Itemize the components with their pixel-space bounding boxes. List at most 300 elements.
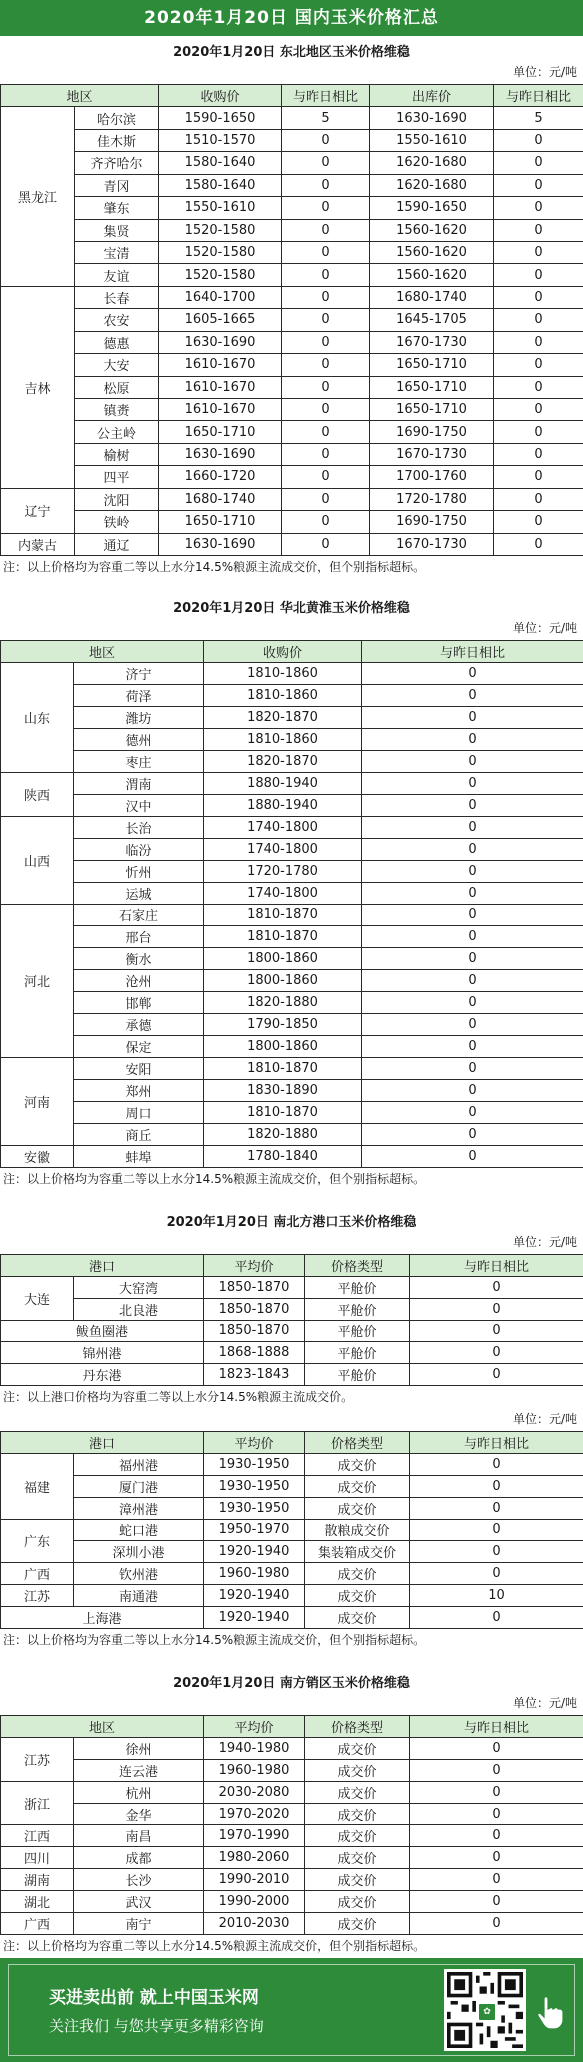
purchase-price-cell: 1810-1860 <box>204 685 362 707</box>
average-price-cell: 1920-1940 <box>204 1607 305 1629</box>
purchase-price-cell: 1820-1870 <box>204 751 362 773</box>
city-cell: 青冈 <box>75 175 159 197</box>
purchase-price-cell: 1630-1690 <box>159 534 282 556</box>
outbound-change-cell: 0 <box>494 444 583 466</box>
outbound-change-cell: 0 <box>494 130 583 152</box>
outbound-change-cell: 0 <box>494 264 583 286</box>
city-cell: 四平 <box>75 466 159 488</box>
price-type-cell: 成交价 <box>305 1869 410 1891</box>
average-price-cell: 1850-1870 <box>204 1321 305 1343</box>
outbound-change-cell: 0 <box>494 511 583 533</box>
purchase-change-cell: 5 <box>282 107 370 129</box>
outbound-change-cell: 5 <box>494 107 583 129</box>
change-cell: 0 <box>410 1454 583 1476</box>
city-cell: 临汾 <box>74 839 204 861</box>
city-cell: 沧州 <box>74 970 204 992</box>
northeast-unit: 单位：元/吨 <box>512 65 577 79</box>
purchase-price-cell: 1820-1870 <box>204 707 362 729</box>
purchase-change-cell: 0 <box>282 421 370 443</box>
purchase-change-cell: 0 <box>282 287 370 309</box>
column-header: 价格类型 <box>305 1432 410 1454</box>
city-cell: 杭州 <box>74 1782 204 1804</box>
average-price-cell: 1960-1980 <box>204 1760 305 1782</box>
province-cell: 河南 <box>1 1058 74 1146</box>
outbound-price-cell: 1590-1650 <box>370 197 494 219</box>
city-cell: 汉中 <box>74 795 204 817</box>
change-cell: 0 <box>362 707 583 729</box>
column-header: 与昨日相比 <box>282 85 370 107</box>
outbound-price-cell: 1720-1780 <box>370 489 494 511</box>
price-type-cell: 成交价 <box>305 1804 410 1826</box>
column-header: 价格类型 <box>305 1255 410 1277</box>
price-type-cell: 成交价 <box>305 1738 410 1760</box>
city-cell: 蚌埠 <box>74 1146 204 1168</box>
province-cell: 江苏 <box>1 1738 74 1782</box>
city-cell: 友谊 <box>75 264 159 286</box>
purchase-price-cell: 1740-1800 <box>204 883 362 905</box>
port-cell: 深圳小港 <box>74 1541 204 1563</box>
city-cell: 南宁 <box>74 1913 204 1935</box>
outbound-price-cell: 1670-1730 <box>370 332 494 354</box>
purchase-price-cell: 1740-1800 <box>204 839 362 861</box>
province-cell: 广西 <box>1 1913 74 1935</box>
purchase-change-cell: 0 <box>282 534 370 556</box>
change-cell: 0 <box>362 970 583 992</box>
north-ports-note: 注：以上港口价格均为容重二等以上水分14.5%粮源主流成交价。 <box>3 1390 354 1404</box>
purchase-price-cell: 1610-1670 <box>159 399 282 421</box>
column-header: 价格类型 <box>305 1716 410 1738</box>
average-price-cell: 1990-2000 <box>204 1891 305 1913</box>
purchase-price-cell: 1630-1690 <box>159 332 282 354</box>
city-cell: 大安 <box>75 354 159 376</box>
average-price-cell: 1970-2020 <box>204 1804 305 1826</box>
city-cell: 运城 <box>74 883 204 905</box>
change-cell: 0 <box>410 1825 583 1847</box>
average-price-cell: 2010-2030 <box>204 1913 305 1935</box>
change-cell: 0 <box>410 1476 583 1498</box>
northeast-section-title: 2020年1月20日 东北地区玉米价格维稳 <box>173 45 410 60</box>
price-type-cell: 成交价 <box>305 1585 410 1607</box>
south-sales-price-table <box>0 1715 583 1935</box>
purchase-price-cell: 1810-1860 <box>204 663 362 685</box>
change-cell: 0 <box>362 1102 583 1124</box>
column-header: 港口 <box>1 1432 204 1454</box>
outbound-change-cell: 0 <box>494 197 583 219</box>
outbound-change-cell: 0 <box>494 534 583 556</box>
change-cell: 0 <box>362 1124 583 1146</box>
average-price-cell: 1950-1970 <box>204 1520 305 1542</box>
city-cell: 济宁 <box>74 663 204 685</box>
purchase-price-cell: 1610-1670 <box>159 377 282 399</box>
purchase-change-cell: 0 <box>282 466 370 488</box>
province-cell: 黑龙江 <box>1 107 75 286</box>
change-cell: 0 <box>362 839 583 861</box>
outbound-price-cell: 1560-1620 <box>370 264 494 286</box>
outbound-price-cell: 1650-1710 <box>370 377 494 399</box>
change-cell: 0 <box>362 1080 583 1102</box>
purchase-change-cell: 0 <box>282 511 370 533</box>
average-price-cell: 1990-2010 <box>204 1869 305 1891</box>
province-cell: 广东 <box>1 1520 74 1564</box>
city-cell: 德州 <box>74 729 204 751</box>
port-cell: 北良港 <box>74 1299 204 1321</box>
average-price-cell: 1980-2060 <box>204 1847 305 1869</box>
purchase-price-cell: 1520-1580 <box>159 220 282 242</box>
change-cell: 0 <box>362 992 583 1014</box>
purchase-price-cell: 1520-1580 <box>159 242 282 264</box>
purchase-price-cell: 1830-1890 <box>204 1080 362 1102</box>
port-cell: 丹东港 <box>1 1364 204 1386</box>
outbound-price-cell: 1630-1690 <box>370 107 494 129</box>
change-cell: 0 <box>362 773 583 795</box>
price-type-cell: 成交价 <box>305 1891 410 1913</box>
price-type-cell: 成交价 <box>305 1782 410 1804</box>
average-price-cell: 1970-1990 <box>204 1825 305 1847</box>
city-cell: 铁岭 <box>75 511 159 533</box>
outbound-price-cell: 1620-1680 <box>370 152 494 174</box>
city-cell: 德惠 <box>75 332 159 354</box>
outbound-change-cell: 0 <box>494 287 583 309</box>
purchase-change-cell: 0 <box>282 489 370 511</box>
outbound-price-cell: 1700-1760 <box>370 466 494 488</box>
city-cell: 沈阳 <box>75 489 159 511</box>
column-header: 地区 <box>1 641 204 663</box>
average-price-cell: 1850-1870 <box>204 1277 305 1299</box>
outbound-change-cell: 0 <box>494 399 583 421</box>
purchase-price-cell: 1720-1780 <box>204 861 362 883</box>
purchase-price-cell: 1880-1940 <box>204 773 362 795</box>
city-cell: 承德 <box>74 1014 204 1036</box>
province-cell: 江西 <box>1 1825 74 1847</box>
change-cell: 0 <box>362 861 583 883</box>
purchase-change-cell: 0 <box>282 377 370 399</box>
city-cell: 武汉 <box>74 1891 204 1913</box>
province-cell: 山东 <box>1 663 74 773</box>
purchase-price-cell: 1820-1880 <box>204 992 362 1014</box>
city-cell: 衡水 <box>74 948 204 970</box>
south-ports-note: 注：以上价格均为容重二等以上水分14.5%粮源主流成交价，但个别指标超标。 <box>3 1633 426 1647</box>
outbound-change-cell: 0 <box>494 332 583 354</box>
purchase-price-cell: 1580-1640 <box>159 152 282 174</box>
outbound-price-cell: 1550-1610 <box>370 130 494 152</box>
city-cell: 肇东 <box>75 197 159 219</box>
outbound-price-cell: 1620-1680 <box>370 175 494 197</box>
change-cell: 0 <box>362 1058 583 1080</box>
city-cell: 渭南 <box>74 773 204 795</box>
pointing-hand-icon <box>534 1995 564 2031</box>
city-cell: 郑州 <box>74 1080 204 1102</box>
change-cell: 0 <box>410 1364 583 1386</box>
purchase-price-cell: 1790-1850 <box>204 1014 362 1036</box>
north-china-unit: 单位：元/吨 <box>512 621 577 635</box>
purchase-price-cell: 1640-1700 <box>159 287 282 309</box>
province-cell: 福建 <box>1 1454 74 1520</box>
change-cell: 0 <box>362 926 583 948</box>
purchase-price-cell: 1810-1870 <box>204 905 362 927</box>
outbound-price-cell: 1690-1750 <box>370 421 494 443</box>
purchase-price-cell: 1810-1860 <box>204 729 362 751</box>
average-price-cell: 1920-1940 <box>204 1541 305 1563</box>
city-cell: 长春 <box>75 287 159 309</box>
port-cell: 鲅鱼圈港 <box>1 1321 204 1343</box>
city-cell: 周口 <box>74 1102 204 1124</box>
change-cell: 0 <box>362 751 583 773</box>
outbound-price-cell: 1650-1710 <box>370 354 494 376</box>
change-cell: 0 <box>362 1146 583 1168</box>
column-header: 平均价 <box>204 1716 305 1738</box>
south-ports-price-table <box>0 1431 583 1629</box>
port-cell: 钦州港 <box>74 1563 204 1585</box>
city-cell: 集贤 <box>75 220 159 242</box>
price-type-cell: 成交价 <box>305 1760 410 1782</box>
purchase-price-cell: 1660-1720 <box>159 466 282 488</box>
city-cell: 枣庄 <box>74 751 204 773</box>
north-ports-price-table <box>0 1254 583 1386</box>
change-cell: 0 <box>362 883 583 905</box>
city-cell: 南昌 <box>74 1825 204 1847</box>
purchase-change-cell: 0 <box>282 242 370 264</box>
city-cell: 金华 <box>74 1804 204 1826</box>
purchase-price-cell: 1650-1710 <box>159 511 282 533</box>
province-cell: 陕西 <box>1 773 74 817</box>
purchase-price-cell: 1800-1860 <box>204 948 362 970</box>
city-cell: 榆树 <box>75 444 159 466</box>
province-cell: 吉林 <box>1 287 75 489</box>
average-price-cell: 1930-1950 <box>204 1476 305 1498</box>
port-cell: 上海港 <box>1 1607 204 1629</box>
change-cell: 0 <box>410 1847 583 1869</box>
change-cell: 0 <box>362 1014 583 1036</box>
province-cell: 安徽 <box>1 1146 74 1168</box>
city-cell: 哈尔滨 <box>75 107 159 129</box>
outbound-change-cell: 0 <box>494 152 583 174</box>
purchase-price-cell: 1510-1570 <box>159 130 282 152</box>
purchase-price-cell: 1680-1740 <box>159 489 282 511</box>
purchase-price-cell: 1800-1860 <box>204 970 362 992</box>
port-cell: 锦州港 <box>1 1342 204 1364</box>
outbound-price-cell: 1560-1620 <box>370 242 494 264</box>
city-cell: 邢台 <box>74 926 204 948</box>
column-header: 平均价 <box>204 1255 305 1277</box>
city-cell: 徐州 <box>74 1738 204 1760</box>
price-type-cell: 成交价 <box>305 1847 410 1869</box>
price-type-cell: 成交价 <box>305 1476 410 1498</box>
change-cell: 0 <box>362 685 583 707</box>
column-header: 与昨日相比 <box>362 641 583 663</box>
north-china-section-title: 2020年1月20日 华北黄淮玉米价格维稳 <box>173 601 410 616</box>
city-cell: 镇赉 <box>75 399 159 421</box>
column-header: 地区 <box>1 85 159 107</box>
outbound-change-cell: 0 <box>494 489 583 511</box>
purchase-price-cell: 1630-1690 <box>159 444 282 466</box>
south-sales-section-title: 2020年1月20日 南方销区玉米价格维稳 <box>173 1676 410 1691</box>
purchase-price-cell: 1650-1710 <box>159 421 282 443</box>
purchase-price-cell: 1610-1670 <box>159 354 282 376</box>
purchase-price-cell: 1580-1640 <box>159 175 282 197</box>
city-cell: 长沙 <box>74 1869 204 1891</box>
outbound-price-cell: 1650-1710 <box>370 399 494 421</box>
purchase-price-cell: 1880-1940 <box>204 795 362 817</box>
outbound-change-cell: 0 <box>494 421 583 443</box>
port-cell: 厦门港 <box>74 1476 204 1498</box>
purchase-change-cell: 0 <box>282 332 370 354</box>
change-cell: 0 <box>410 1563 583 1585</box>
change-cell: 0 <box>362 905 583 927</box>
outbound-change-cell: 0 <box>494 175 583 197</box>
price-type-cell: 平舱价 <box>305 1321 410 1343</box>
column-header: 收购价 <box>159 85 282 107</box>
city-cell: 通辽 <box>75 534 159 556</box>
column-header: 与昨日相比 <box>410 1432 583 1454</box>
city-cell: 潍坊 <box>74 707 204 729</box>
column-header: 收购价 <box>204 641 362 663</box>
change-cell: 0 <box>410 1299 583 1321</box>
city-cell: 安阳 <box>74 1058 204 1080</box>
change-cell: 0 <box>410 1321 583 1343</box>
south-sales-note: 注：以上价格均为容重二等以上水分14.5%粮源主流成交价，但个别指标超标。 <box>3 1939 426 1953</box>
purchase-price-cell: 1780-1840 <box>204 1146 362 1168</box>
northeast-note: 注：以上价格均为容重二等以上水分14.5%粮源主流成交价，但个别指标超标。 <box>3 560 426 574</box>
price-type-cell: 散粮成交价 <box>305 1520 410 1542</box>
province-cell: 内蒙古 <box>1 534 75 556</box>
column-header: 与昨日相比 <box>494 85 583 107</box>
outbound-change-cell: 0 <box>494 354 583 376</box>
purchase-price-cell: 1520-1580 <box>159 264 282 286</box>
region-cell: 大连 <box>1 1277 74 1321</box>
price-type-cell: 成交价 <box>305 1454 410 1476</box>
city-cell: 齐齐哈尔 <box>75 152 159 174</box>
outbound-change-cell: 0 <box>494 309 583 331</box>
north-china-price-table <box>0 640 583 1168</box>
outbound-change-cell: 0 <box>494 242 583 264</box>
change-cell: 0 <box>410 1277 583 1299</box>
change-cell: 0 <box>410 1607 583 1629</box>
change-cell: 0 <box>362 817 583 839</box>
change-cell: 0 <box>362 729 583 751</box>
outbound-change-cell: 0 <box>494 220 583 242</box>
average-price-cell: 1868-1888 <box>204 1342 305 1364</box>
footer-frame <box>8 1964 575 2056</box>
city-cell: 保定 <box>74 1036 204 1058</box>
price-type-cell: 平舱价 <box>305 1342 410 1364</box>
port-cell: 大窑湾 <box>74 1277 204 1299</box>
average-price-cell: 1930-1950 <box>204 1454 305 1476</box>
purchase-change-cell: 0 <box>282 309 370 331</box>
price-type-cell: 成交价 <box>305 1607 410 1629</box>
average-price-cell: 1920-1940 <box>204 1585 305 1607</box>
city-cell: 长治 <box>74 817 204 839</box>
purchase-change-cell: 0 <box>282 399 370 421</box>
change-cell: 10 <box>410 1585 583 1607</box>
footer-banner <box>0 1958 583 2062</box>
change-cell: 0 <box>362 663 583 685</box>
column-header: 地区 <box>1 1716 204 1738</box>
footer-slogan-primary: 买进卖出前 就上中国玉米网 <box>49 1988 259 2008</box>
purchase-change-cell: 0 <box>282 264 370 286</box>
change-cell: 0 <box>410 1738 583 1760</box>
province-cell: 河北 <box>1 905 74 1059</box>
purchase-price-cell: 1820-1880 <box>204 1124 362 1146</box>
city-cell: 荷泽 <box>74 685 204 707</box>
outbound-price-cell: 1690-1750 <box>370 511 494 533</box>
price-type-cell: 成交价 <box>305 1563 410 1585</box>
average-price-cell: 1930-1950 <box>204 1498 305 1520</box>
outbound-price-cell: 1680-1740 <box>370 287 494 309</box>
purchase-change-cell: 0 <box>282 197 370 219</box>
province-cell: 江苏 <box>1 1585 74 1607</box>
outbound-price-cell: 1670-1730 <box>370 534 494 556</box>
south-sales-unit: 单位：元/吨 <box>512 1696 577 1710</box>
purchase-price-cell: 1810-1870 <box>204 1102 362 1124</box>
city-cell: 公主岭 <box>75 421 159 443</box>
city-cell: 邯郸 <box>74 992 204 1014</box>
purchase-price-cell: 1740-1800 <box>204 817 362 839</box>
page-title: 2020年1月20日 国内玉米价格汇总 <box>0 0 583 36</box>
province-cell: 四川 <box>1 1847 74 1869</box>
change-cell: 0 <box>410 1913 583 1935</box>
purchase-change-cell: 0 <box>282 152 370 174</box>
province-cell: 湖南 <box>1 1869 74 1891</box>
change-cell: 0 <box>410 1520 583 1542</box>
change-cell: 0 <box>410 1804 583 1826</box>
qr-logo-icon: ✿ <box>477 2002 497 2022</box>
change-cell: 0 <box>410 1869 583 1891</box>
city-cell: 宝清 <box>75 242 159 264</box>
column-header: 港口 <box>1 1255 204 1277</box>
city-cell: 商丘 <box>74 1124 204 1146</box>
purchase-price-cell: 1590-1650 <box>159 107 282 129</box>
purchase-change-cell: 0 <box>282 444 370 466</box>
change-cell: 0 <box>362 1036 583 1058</box>
average-price-cell: 1850-1870 <box>204 1299 305 1321</box>
purchase-price-cell: 1810-1870 <box>204 926 362 948</box>
province-cell: 湖北 <box>1 1891 74 1913</box>
price-type-cell: 集装箱成交价 <box>305 1541 410 1563</box>
purchase-price-cell: 1800-1860 <box>204 1036 362 1058</box>
port-cell: 漳州港 <box>74 1498 204 1520</box>
change-cell: 0 <box>410 1760 583 1782</box>
ports-section-title: 2020年1月20日 南北方港口玉米价格维稳 <box>166 1215 417 1230</box>
city-cell: 忻州 <box>74 861 204 883</box>
price-type-cell: 平舱价 <box>305 1364 410 1386</box>
change-cell: 0 <box>410 1891 583 1913</box>
qr-code-icon[interactable] <box>444 1969 526 2051</box>
average-price-cell: 1823-1843 <box>204 1364 305 1386</box>
city-cell: 松原 <box>75 377 159 399</box>
change-cell: 0 <box>410 1498 583 1520</box>
outbound-price-cell: 1560-1620 <box>370 220 494 242</box>
purchase-change-cell: 0 <box>282 175 370 197</box>
column-header: 与昨日相比 <box>410 1255 583 1277</box>
purchase-change-cell: 0 <box>282 220 370 242</box>
price-type-cell: 平舱价 <box>305 1299 410 1321</box>
north-china-note: 注：以上价格均为容重二等以上水分14.5%粮源主流成交价，但个别指标超标。 <box>3 1172 426 1186</box>
price-type-cell: 成交价 <box>305 1498 410 1520</box>
column-header: 平均价 <box>204 1432 305 1454</box>
north-ports-unit: 单位：元/吨 <box>512 1235 577 1249</box>
province-cell: 山西 <box>1 817 74 905</box>
change-cell: 0 <box>410 1342 583 1364</box>
purchase-change-cell: 0 <box>282 354 370 376</box>
city-cell: 农安 <box>75 309 159 331</box>
column-header: 与昨日相比 <box>410 1716 583 1738</box>
city-cell: 佳木斯 <box>75 130 159 152</box>
average-price-cell: 1960-1980 <box>204 1563 305 1585</box>
city-cell: 成都 <box>74 1847 204 1869</box>
purchase-price-cell: 1810-1870 <box>204 1058 362 1080</box>
outbound-change-cell: 0 <box>494 377 583 399</box>
northeast-price-table <box>0 84 583 556</box>
